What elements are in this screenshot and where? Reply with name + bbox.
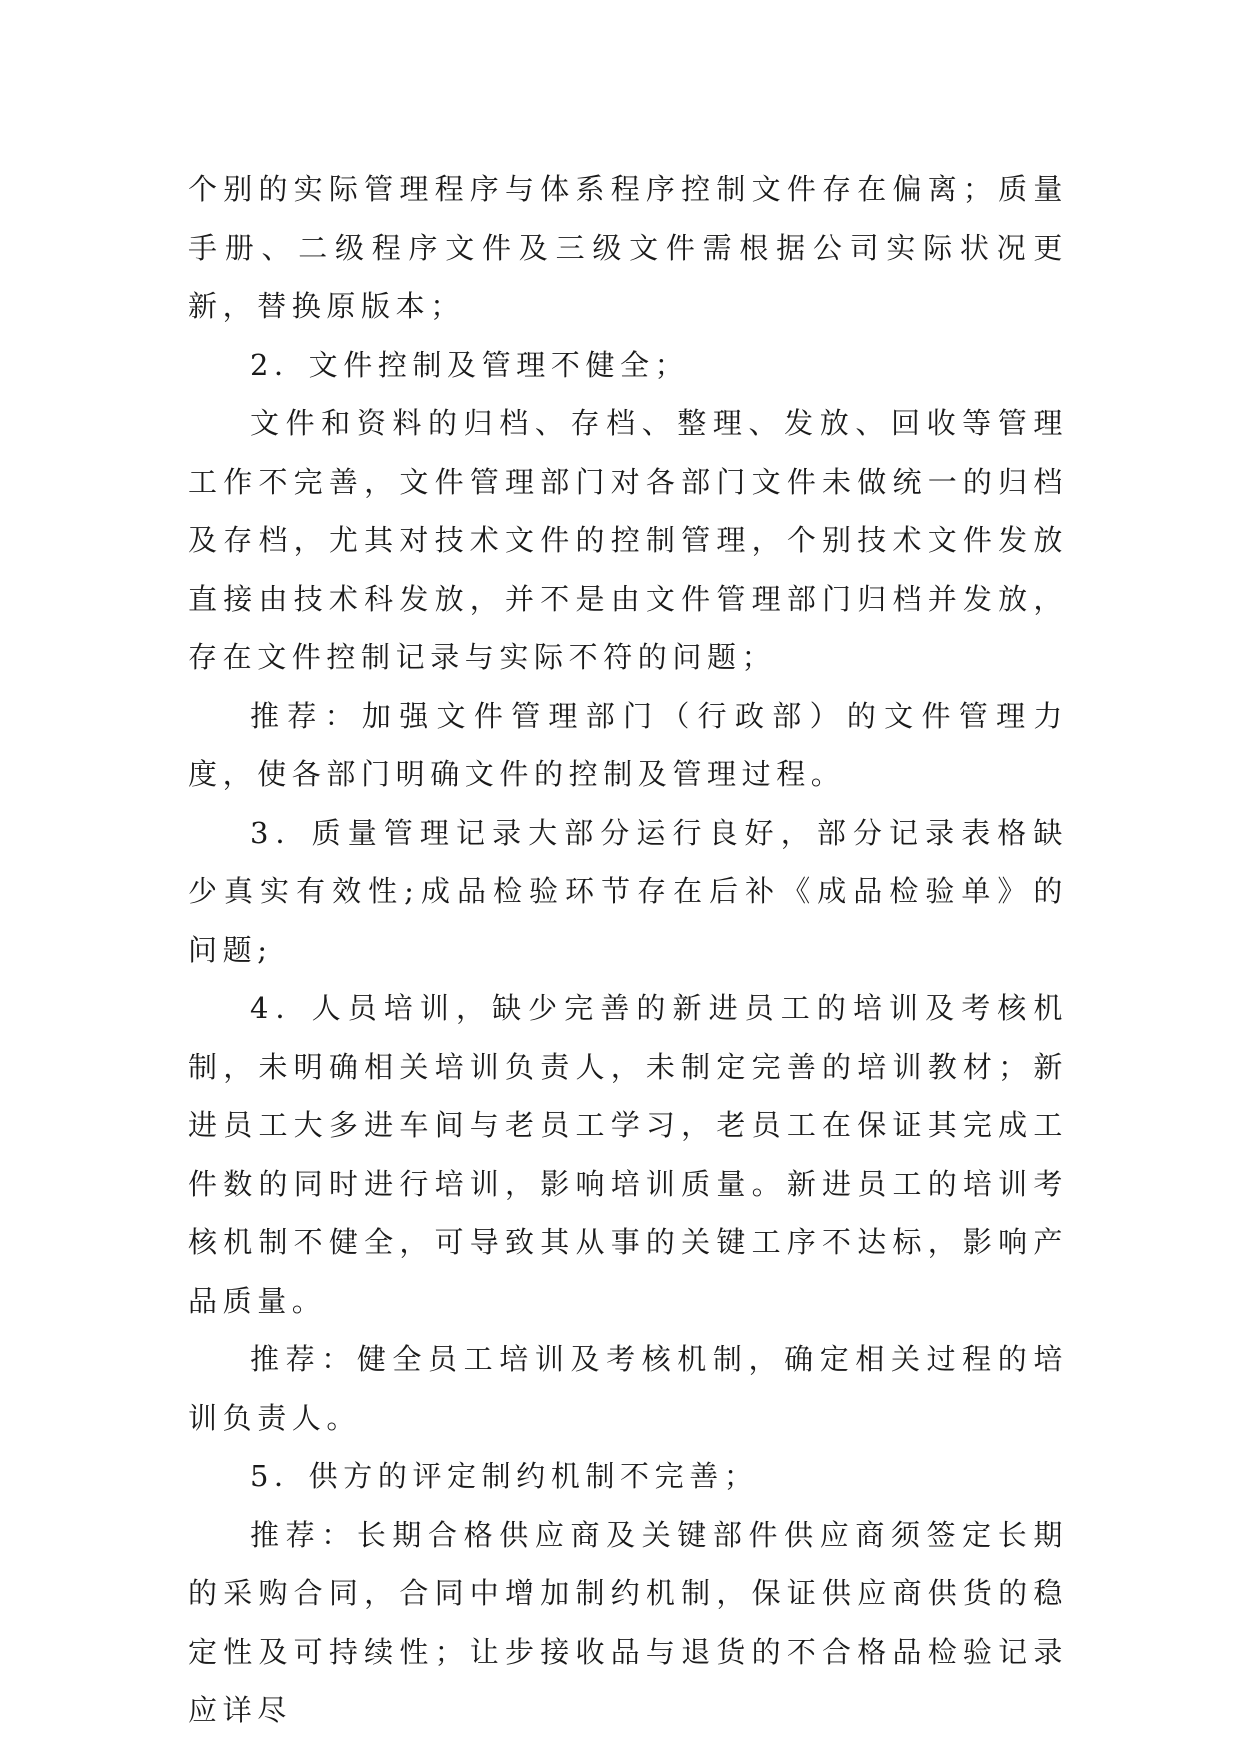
paragraph-item-4-recommendation: 推荐：健全员工培训及考核机制，确定相关过程的培训负责人。 bbox=[188, 1342, 1068, 1435]
paragraph-item-2-detail: 文件和资料的归档、存档、整理、发放、回收等管理工作不完善，文件管理部门对各部门文件未做统一的归档及存档，尤其对技术文件的控制管理，个别技术文件发放直接由技术科发放，并不是由文件管理部门归档并发放，存在文件控制记录与实际不符的问题； bbox=[188, 406, 1068, 674]
document-body bbox=[188, 160, 1068, 1740]
paragraph-item-5-heading: 5．供方的评定制约机制不完善； bbox=[250, 1459, 759, 1493]
paragraph-item-5-recommendation: 推荐：长期合格供应商及关键部件供应商须签定长期的采购合同，合同中增加制约机制，保证供应商供货的稳定性及可持续性；让步接收品与退货的不合格品检验记录应详尽 bbox=[188, 1517, 1068, 1727]
paragraph-continuation: 个别的实际管理程序与体系程序控制文件存在偏离；质量手册、二级程序文件及三级文件需根据公司实际状况更新，替换原版本； bbox=[188, 172, 1068, 323]
paragraph-item-2-recommendation: 推荐：加强文件管理部门（行政部）的文件管理力度，使各部门明确文件的控制及管理过程。 bbox=[188, 698, 1068, 791]
paragraph-item-3: 3．质量管理记录大部分运行良好，部分记录表格缺少真实有效性;成品检验环节存在后补《成品检验单》的问题; bbox=[188, 815, 1068, 967]
paragraph-item-4: 4．人员培训，缺少完善的新进员工的培训及考核机制，未明确相关培训负责人，未制定完善的培训教材；新进员工大多进车间与老员工学习，老员工在保证其完成工件数的同时进行培训，影响培训质量。新进员工的培训考核机制不健全，可导致其从事的关键工序不达标，影响产品质量。 bbox=[188, 991, 1068, 1318]
paragraph-item-2-heading: 2．文件控制及管理不健全； bbox=[250, 347, 690, 382]
